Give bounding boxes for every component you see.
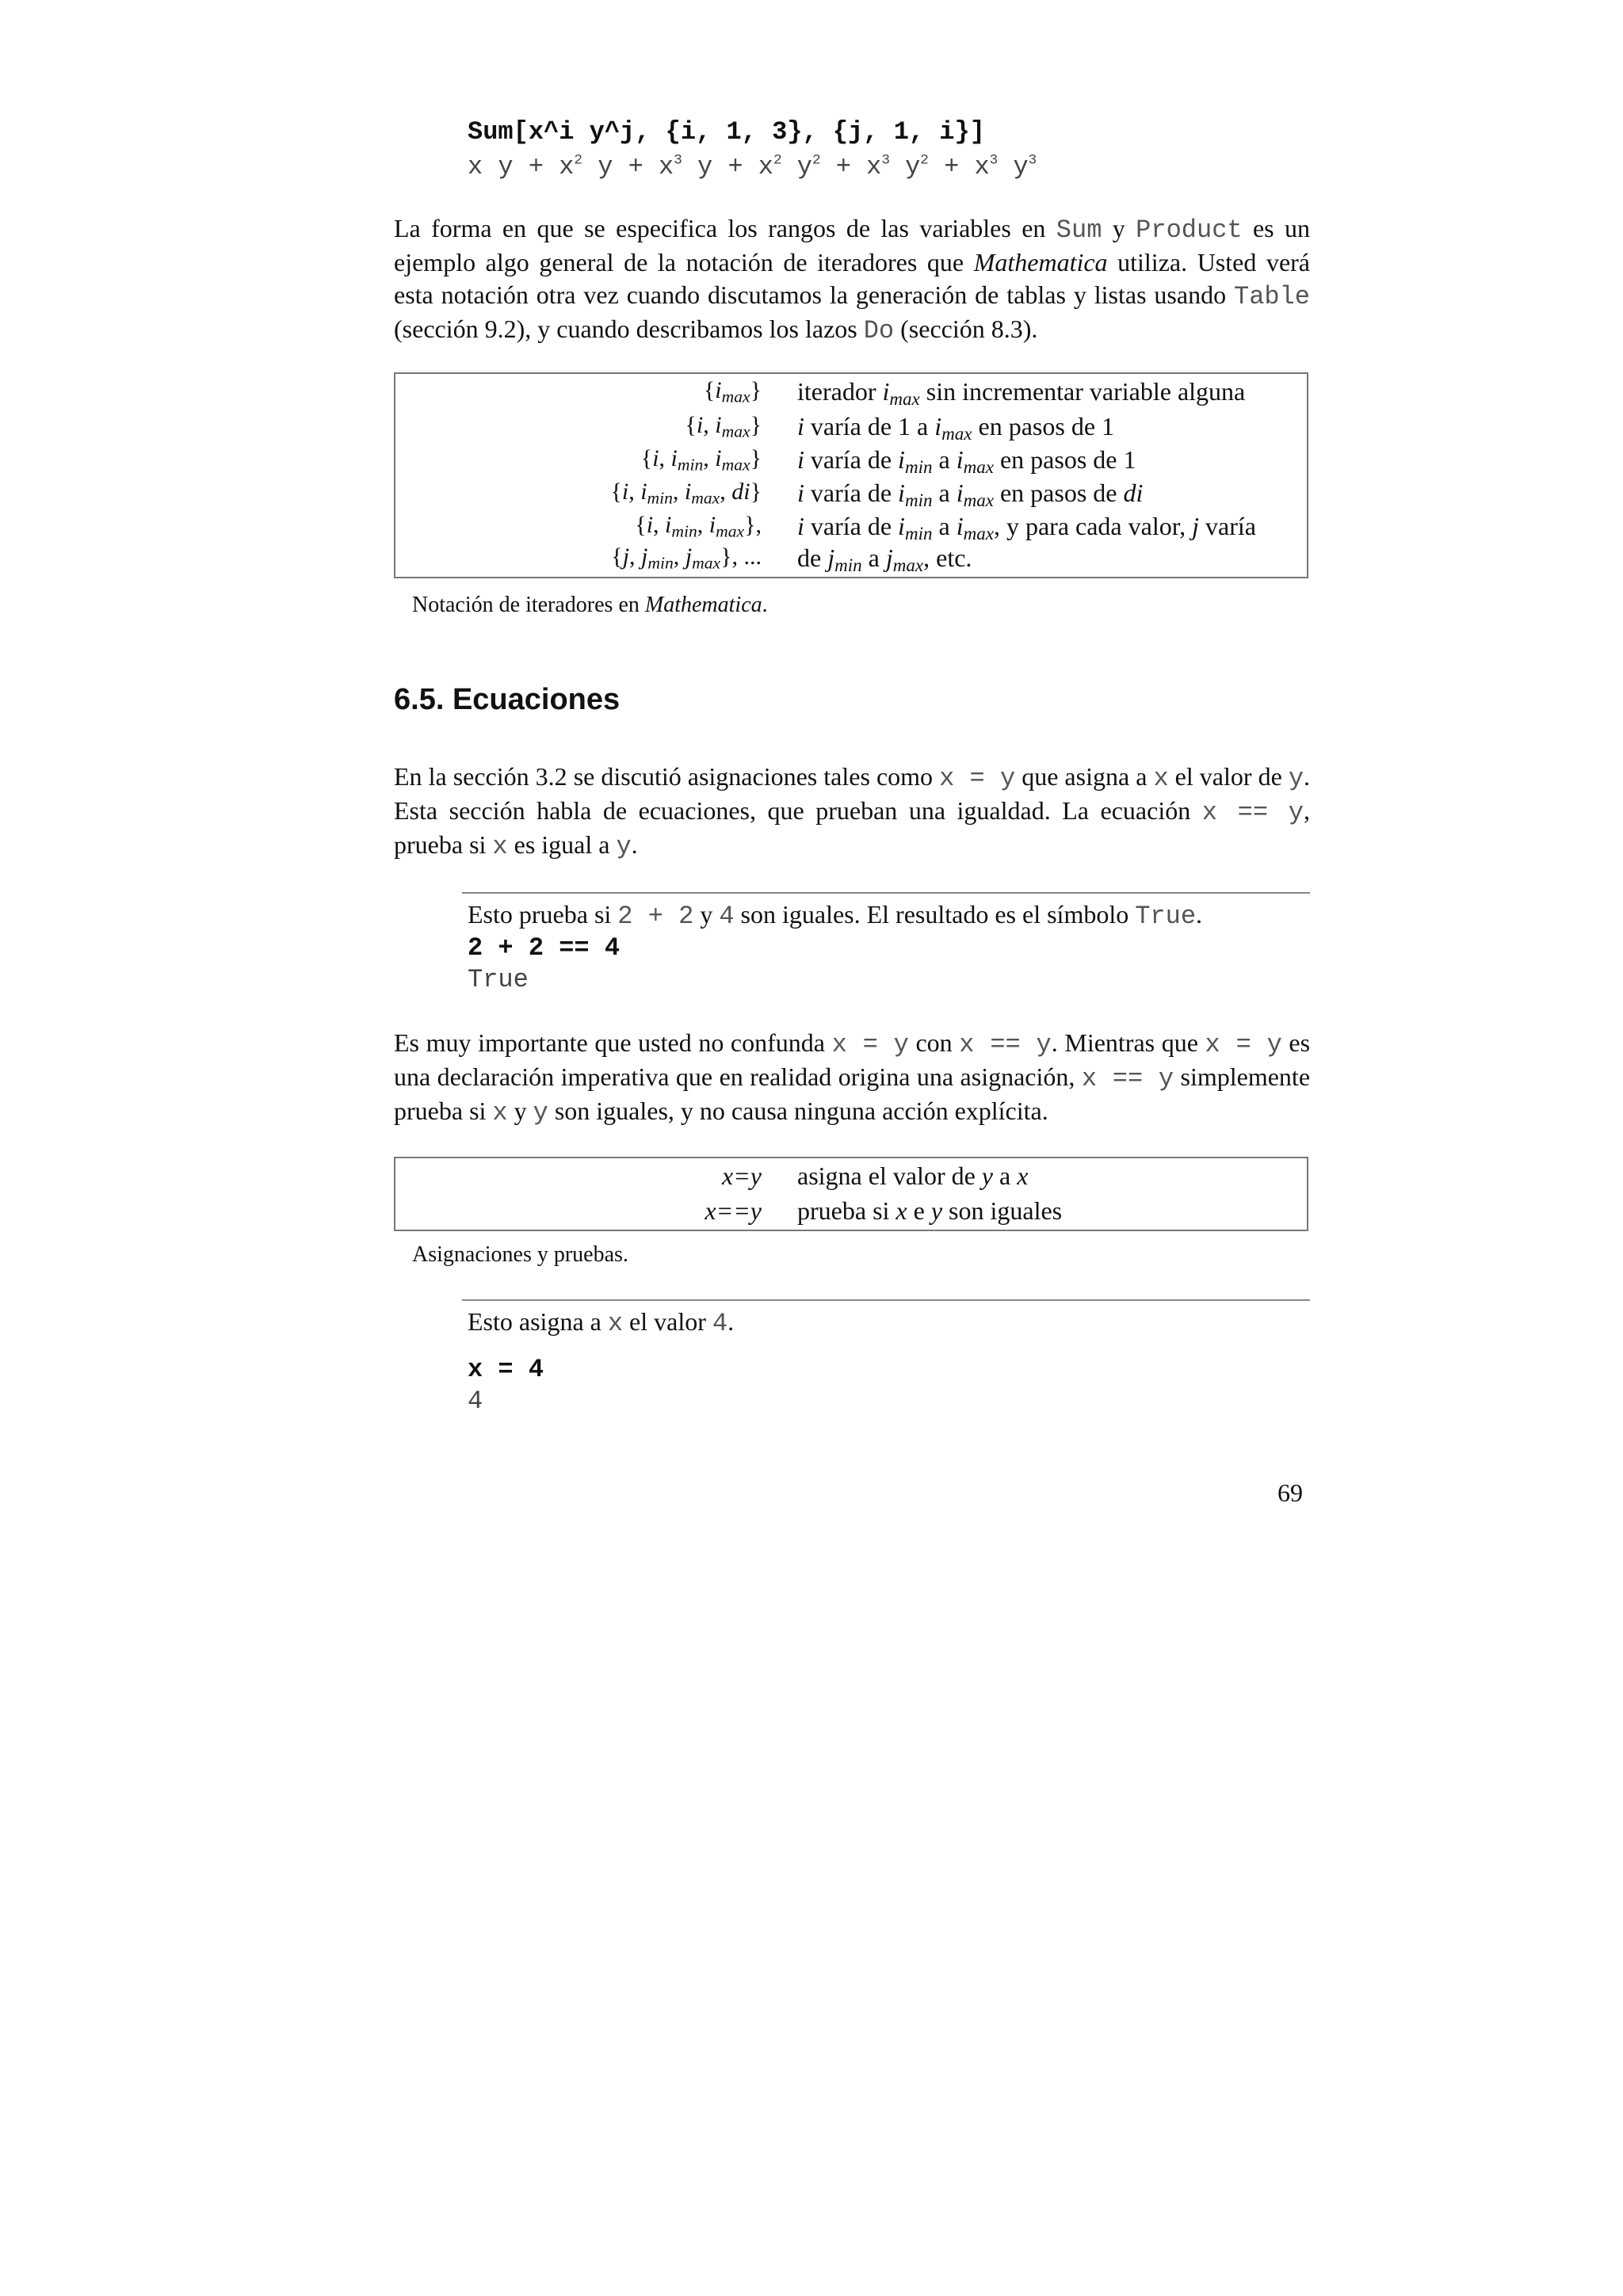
- term-xy: x y: [468, 152, 514, 181]
- example-1-output: True: [468, 965, 529, 994]
- example-divider: [462, 1299, 1310, 1301]
- example-1-description: Esto prueba si 2 + 2 y 4 son iguales. El resultado es el símbolo True.: [468, 900, 1203, 931]
- example-2-output: 4: [468, 1386, 483, 1416]
- top-code-output: x $y + x^2$ $y + x^3$ $y + x^2$ $y^2 + x^3$ $y^2 + x^3$ $y^3$: [468, 152, 1037, 181]
- iterator-table: [394, 372, 1308, 578]
- iterator-table-caption: Notación de iteradores en Mathematica.: [412, 593, 768, 617]
- table-row: {j, $j_{min}$, $j_{max}$}, ... de $j_{min}$ a $j_{max}$, etc.: [611, 543, 972, 575]
- example-2-description: Esto asigna a x el valor 4.: [468, 1307, 735, 1338]
- section-heading: 6.5. Ecuaciones: [394, 683, 621, 716]
- table-row: {i, $i_{min}$, $i_{max}$} i varía de $i_{min}$ a $i_{max}$ en pasos de 1: [640, 445, 1136, 477]
- assign-table: [394, 1157, 1308, 1231]
- example-1-input: 2 + 2 == 4: [468, 933, 621, 963]
- example-2-input: x = 4: [468, 1355, 544, 1384]
- paragraph-warning: Es muy importante que usted no confunda x = y con x == y. Mientras que x = y es una declaración imperativa que en realidad origina una asignación, x == y simplemente prueba si x y y son iguales, y no causa ninguna acción explícita.: [394, 1028, 1311, 1127]
- table-row: {i, $i_{max}$} i varía de 1 a $i_{max}$ en pasos de 1: [685, 412, 1115, 444]
- example-divider: [462, 892, 1310, 894]
- table-row: x==y prueba si x e y son iguales: [705, 1196, 1063, 1225]
- top-code-input: Sum[x^i y^j, {i, 1, 3}, {j, 1, i}]: [468, 117, 985, 147]
- paragraph-equations: En la sección 3.2 se discutió asignaciones tales como x = y que asigna a x el valor de y. Esta sección habla de ecuaciones, que prueban una igualdad. La ecuación x == y, prueba si x es igual a y.: [394, 762, 1311, 861]
- table-row: {i, $i_{min}$, $i_{max}$}, i varía de $i_{min}$ a $i_{max}$, y para cada valor, j varía: [635, 512, 1256, 543]
- table-row: $\{i_{max}\}$ iterador $i_{max}$ sin incrementar variable alguna: [703, 377, 1246, 409]
- paragraph-iterators: La forma en que se especifica los rangos de las variables en Sum y Product es un ejemplo algo general de la notación de iteradores que Mathematica utiliza. Usted verá esta notación otra vez cuando discutamos la generación de tablas y listas usando Table (sección 9.2), y cuando describamos los lazos Do (sección 8.3).: [394, 214, 1311, 345]
- table-row: {i, $i_{min}$, $i_{max}$, di} i varía de $i_{min}$ a $i_{max}$ en pasos de di: [610, 479, 1144, 510]
- assign-table-caption: Asignaciones y pruebas.: [412, 1242, 628, 1267]
- page-number: 69: [1277, 1478, 1303, 1507]
- table-row: x=y asigna el valor de y a x: [722, 1161, 1029, 1190]
